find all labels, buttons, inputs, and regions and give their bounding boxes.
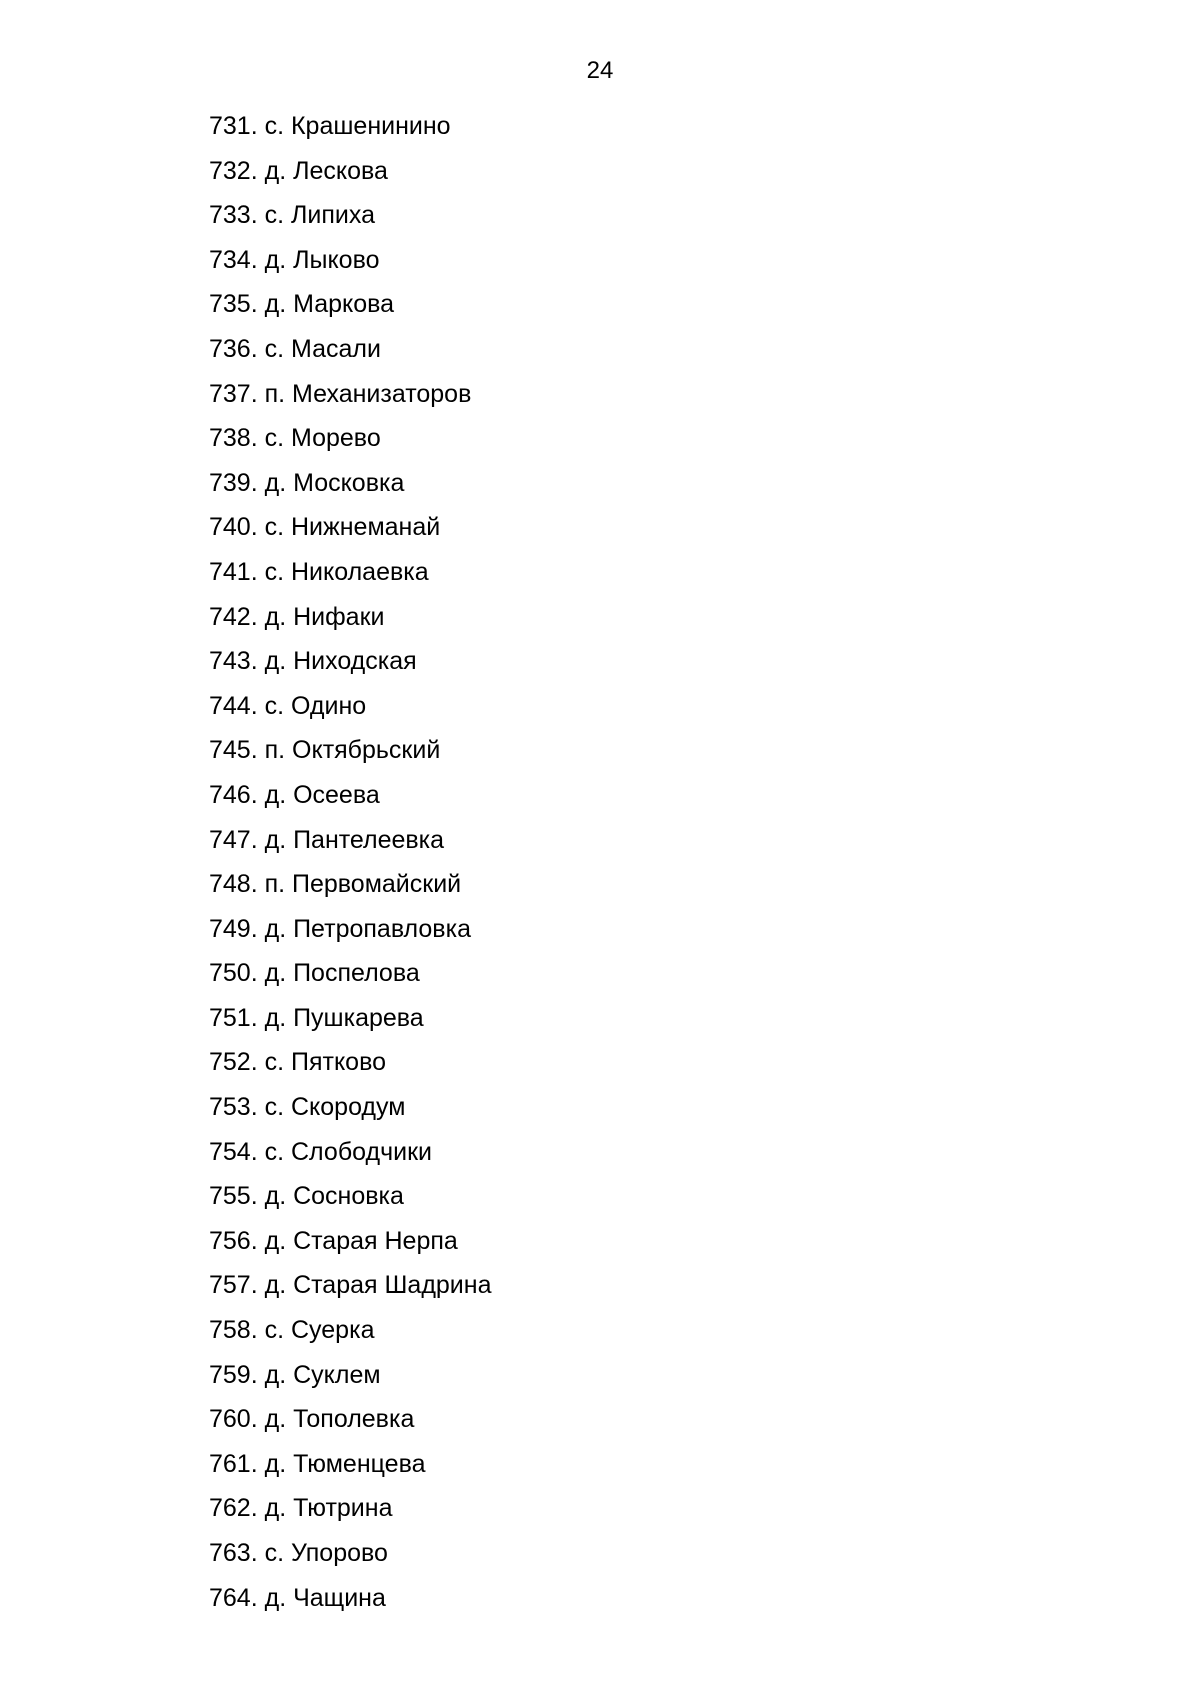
list-item: 760. д. Тополевка (209, 1405, 415, 1434)
list-item: 761. д. Тюменцева (209, 1449, 426, 1478)
list-item: 735. д. Маркова (209, 290, 395, 319)
list-item: 757. д. Старая Шадрина (209, 1271, 492, 1300)
list-item: 755. д. Сосновка (209, 1182, 404, 1211)
list-item: 740. с. Нижнеманай (209, 513, 441, 542)
list-item: 733. с. Липиха (209, 201, 375, 230)
list-item: 752. с. Пятково (209, 1048, 386, 1077)
list-item: 764. д. Чащина (209, 1583, 386, 1612)
list-item: 737. п. Механизаторов (209, 379, 472, 408)
list-item: 731. с. Крашенинино (209, 112, 451, 140)
list-item: 745. п. Октябрьский (209, 736, 441, 765)
list-item: 751. д. Пушкарева (209, 1003, 424, 1032)
list-item: 741. с. Николаевка (209, 557, 429, 586)
list-item: 759. д. Суклем (209, 1360, 381, 1389)
list-item: 750. д. Поспелова (209, 959, 420, 988)
list-item: 742. д. Нифаки (209, 602, 385, 631)
list-item: 743. д. Ниходская (209, 647, 417, 676)
list-item: 746. д. Осеева (209, 780, 380, 809)
list-item: 758. с. Суерка (209, 1316, 375, 1345)
list-item: 732. д. Лескова (209, 156, 388, 185)
page-number: 24 (586, 57, 614, 84)
list-item: 753. с. Скородум (209, 1093, 406, 1122)
list-item: 744. с. Одино (209, 691, 367, 720)
list-item: 738. с. Морево (209, 424, 381, 453)
list-item: 756. д. Старая Нерпа (209, 1226, 458, 1255)
list-item: 739. д. Московка (209, 468, 405, 497)
list-item: 754. с. Слободчики (209, 1137, 432, 1166)
list-item: 749. д. Петропавловка (209, 914, 471, 943)
list-item: 762. д. Тютрина (209, 1494, 393, 1523)
list-item: 736. с. Масали (209, 334, 381, 363)
settlement-list (209, 111, 491, 1627)
list-item: 763. с. Упорово (209, 1539, 388, 1567)
list-item: 734. д. Лыково (209, 245, 380, 274)
list-item: 748. п. Первомайский (209, 870, 462, 899)
list-item: 747. д. Пантелеевка (209, 825, 445, 854)
